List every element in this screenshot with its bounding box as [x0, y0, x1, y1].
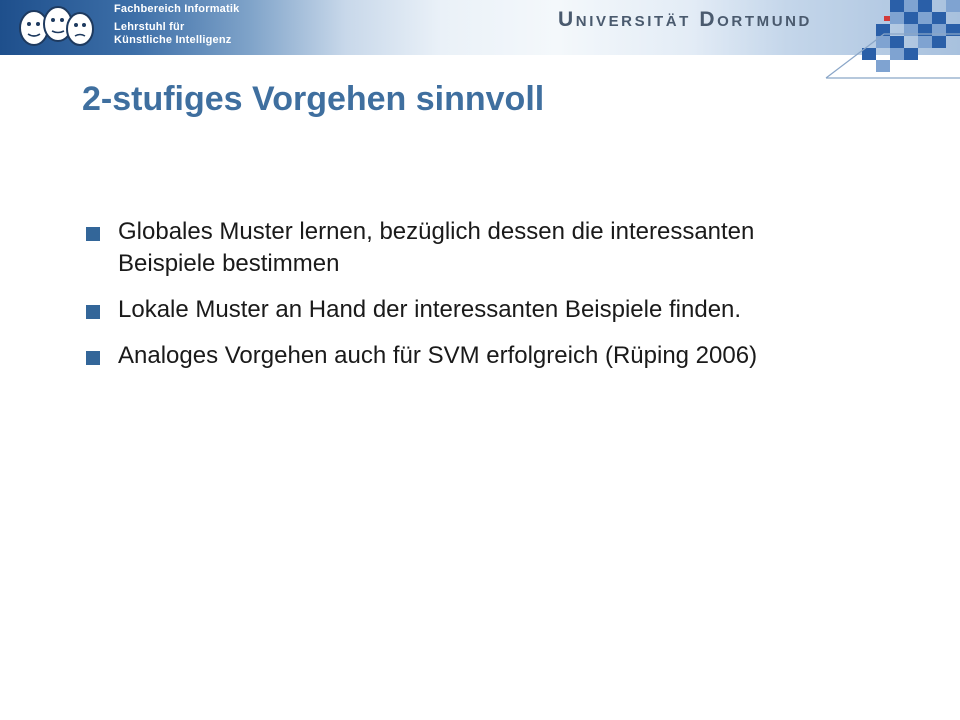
bullet-text: Lokale Muster an Hand der interessanten Beispiele finden.	[118, 296, 742, 323]
square-bullet-icon	[86, 227, 100, 241]
blue-mosaic-decoration-icon	[820, 0, 960, 84]
list-item	[84, 340, 804, 372]
header-banner	[0, 0, 960, 55]
list-item	[84, 216, 804, 280]
slide-title: 2-stufiges Vorgehen sinnvoll	[82, 80, 545, 118]
bullet-text: Globales Muster lernen, bezüglich dessen die interessanten Beispiele bestimmen	[118, 218, 755, 277]
faces-logo-icon	[14, 4, 102, 50]
list-item	[84, 294, 804, 326]
bullet-text: Analoges Vorgehen auch für SVM erfolgreich (Rüping 2006)	[118, 342, 758, 369]
square-bullet-icon	[86, 305, 100, 319]
university-name: Universität Dortmund	[558, 8, 812, 31]
bullet-list	[84, 216, 804, 386]
square-bullet-icon	[86, 351, 100, 365]
department-name: Fachbereich Informatik	[114, 3, 240, 15]
chair-name-line1: Lehrstuhl für	[114, 21, 185, 33]
chair-name-line2: Künstliche Intelligenz	[114, 34, 232, 46]
